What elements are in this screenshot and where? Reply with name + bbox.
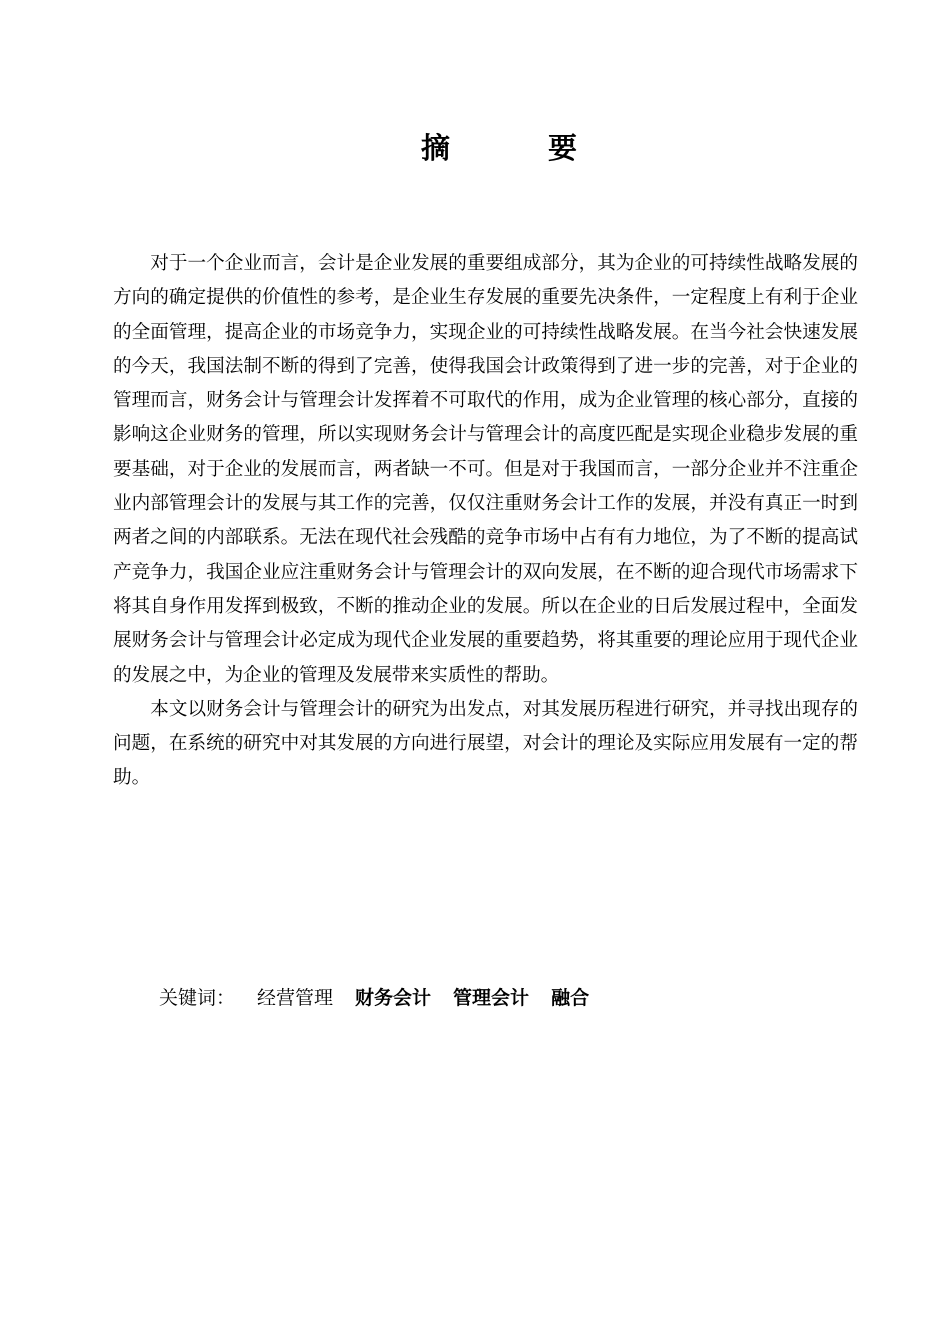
abstract-body xyxy=(113,247,858,796)
keyword-term: 融合 xyxy=(551,987,590,1009)
keyword-term: 经营管理 xyxy=(257,987,334,1009)
keywords-label: 关键词： xyxy=(159,987,236,1009)
page-title: 摘 要 xyxy=(420,131,622,165)
keyword-term: 管理会计 xyxy=(453,987,530,1009)
keywords-line xyxy=(159,984,589,1012)
abstract-paragraph-2: 本文以财务会计与管理会计的研究为出发点，对其发展历程进行研究，并寻找出现存的问题，在系统的研究中对其发展的方向进行展望，对会计的理论及实际应用发展有一定的帮助。 xyxy=(113,698,858,789)
abstract-paragraph-1: 对于一个企业而言，会计是企业发展的重要组成部分，其为企业的可持续性战略发展的方向的确定提供的价值性的参考，是企业生存发展的重要先决条件，一定程度上有利于企业的全面管理，提高企业的市场竞争力，实现企业的可持续性战略发展。在当今社会快速发展的今天，我国法制不断的得到了完善，使得我国会计政策得到了进一步的完善，对于企业的管理而言，财务会计与管理会计发挥着不可取代的作用，成为企业管理的核心部分，直接的影响这企业财务的管理，所以实现财务会计与管理会计的高度匹配是实现企业稳步发展的重要基础，对于企业的发展而言，两者缺一不可。但是对于我国而言，一部分企业并不注重企业内部管理会计的发展与其工作的完善，仅仅注重财务会计工作的发展，并没有真正一时到两者之间的内部联系。无法在现代社会残酷的竞争市场中占有有力地位，为了不断的提高试产竞争力，我国企业应注重财务会计与管理会计的双向发展，在不断的迎合现代市场需求下将其自身作用发挥到极致，不断的推动企业的发展。所以在企业的日后发展过程中，全面发展财务会计与管理会计必定成为现代企业发展的重要趋势，将其重要的理论应用于现代企业的发展之中，为企业的管理及发展带来实质性的帮助。 xyxy=(113,253,858,686)
keyword-term: 财务会计 xyxy=(355,987,432,1009)
